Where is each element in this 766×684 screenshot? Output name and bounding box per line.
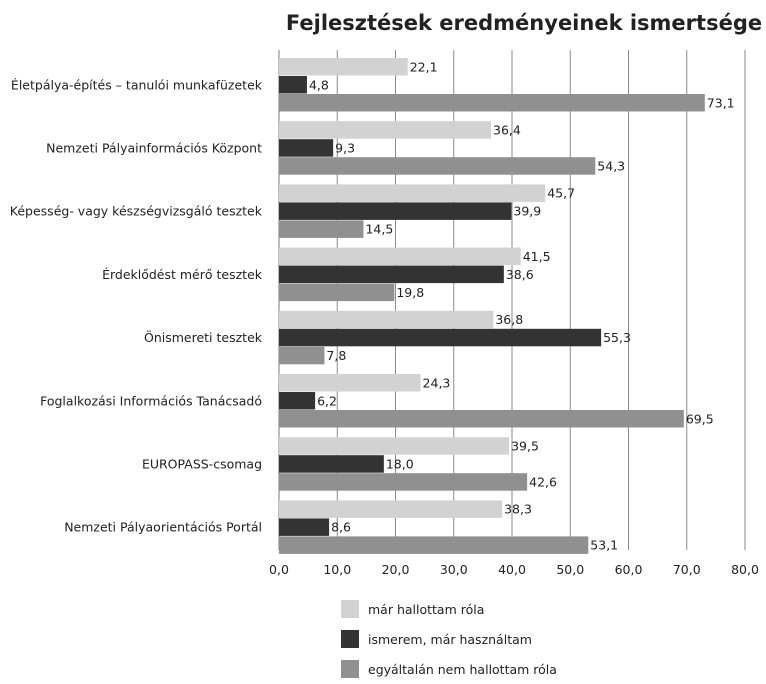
bar (279, 500, 502, 518)
data-label: 41,5 (522, 248, 551, 264)
bar (279, 121, 491, 139)
data-label: 22,1 (409, 59, 438, 75)
bars (279, 58, 735, 554)
category-label: EUROPASS-csomag (141, 456, 262, 472)
bar (279, 157, 595, 175)
category-label: Nemzeti Pályaorientációs Portál (64, 519, 262, 535)
category-label: Életpálya-építés – tanulói munkafüzetek (10, 77, 262, 93)
data-label: 9,3 (335, 140, 356, 156)
data-label: 38,3 (504, 501, 532, 517)
bar (279, 58, 408, 76)
bar (279, 266, 504, 284)
chart-title: Fejlesztések eredményeinek ismertsége (285, 11, 763, 35)
data-label: 39,9 (513, 203, 542, 219)
x-tick-label: 50,0 (556, 562, 585, 577)
x-tick-label: 70,0 (672, 562, 701, 577)
data-label: 7,8 (326, 348, 347, 364)
data-label: 18,0 (385, 456, 414, 472)
category-label: Érdeklődést mérő tesztek (102, 266, 262, 282)
x-tick-label: 30,0 (439, 562, 468, 577)
x-tick-label: 0,0 (269, 562, 289, 577)
category-label: Foglalkozási Információs Tanácsadó (40, 393, 262, 409)
bar (279, 284, 394, 302)
data-label: 54,3 (597, 158, 626, 174)
data-label: 69,5 (685, 411, 714, 427)
bar (279, 220, 363, 238)
legend-swatch (341, 630, 359, 648)
bar (279, 94, 705, 112)
bar (279, 139, 333, 157)
legend-swatch (341, 660, 359, 678)
bar (279, 347, 324, 365)
data-label: 45,7 (547, 185, 576, 201)
bar (279, 536, 588, 554)
bar (279, 374, 421, 392)
data-label: 55,3 (603, 330, 631, 346)
bar (279, 410, 684, 428)
bar (279, 248, 521, 266)
bar (279, 202, 511, 220)
bar (279, 518, 329, 536)
data-label: 8,6 (331, 519, 351, 535)
bar (279, 473, 527, 491)
legend-swatch (341, 600, 359, 618)
bar (279, 311, 493, 329)
data-label: 38,6 (505, 266, 534, 282)
bar (279, 392, 315, 410)
data-label: 36,8 (495, 312, 524, 328)
x-tick-label: 80,0 (731, 562, 759, 577)
legend-label: már hallottam róla (368, 602, 485, 617)
category-labels (10, 77, 263, 534)
data-label: 14,5 (365, 221, 394, 237)
data-label: 42,6 (529, 474, 557, 490)
data-label: 6,2 (317, 393, 338, 409)
bar (279, 437, 509, 455)
x-tick-label: 10,0 (323, 562, 352, 577)
data-label: 39,5 (511, 438, 539, 454)
bar (279, 455, 384, 473)
data-label: 4,8 (308, 77, 329, 93)
data-label: 73,1 (706, 95, 735, 111)
category-label: Önismereti tesztek (143, 330, 262, 346)
data-label: 53,1 (590, 537, 619, 553)
legend-label: ismerem, már használtam (368, 632, 532, 647)
x-tick-label: 60,0 (614, 562, 643, 577)
x-tick-label: 20,0 (381, 562, 410, 577)
bar (279, 329, 601, 347)
category-label: Nemzeti Pályainformációs Központ (46, 140, 262, 156)
x-axis-ticks (269, 562, 759, 577)
legend (341, 600, 557, 678)
data-label: 19,8 (396, 284, 425, 300)
legend-label: egyáltalán nem hallottam róla (368, 662, 557, 677)
bar (279, 184, 545, 202)
bar (279, 76, 307, 94)
data-label: 24,3 (422, 375, 451, 391)
data-label: 36,4 (493, 122, 521, 138)
category-label: Képesség- vagy készségvizsgáló tesztek (9, 203, 262, 219)
x-tick-label: 40,0 (498, 562, 526, 577)
